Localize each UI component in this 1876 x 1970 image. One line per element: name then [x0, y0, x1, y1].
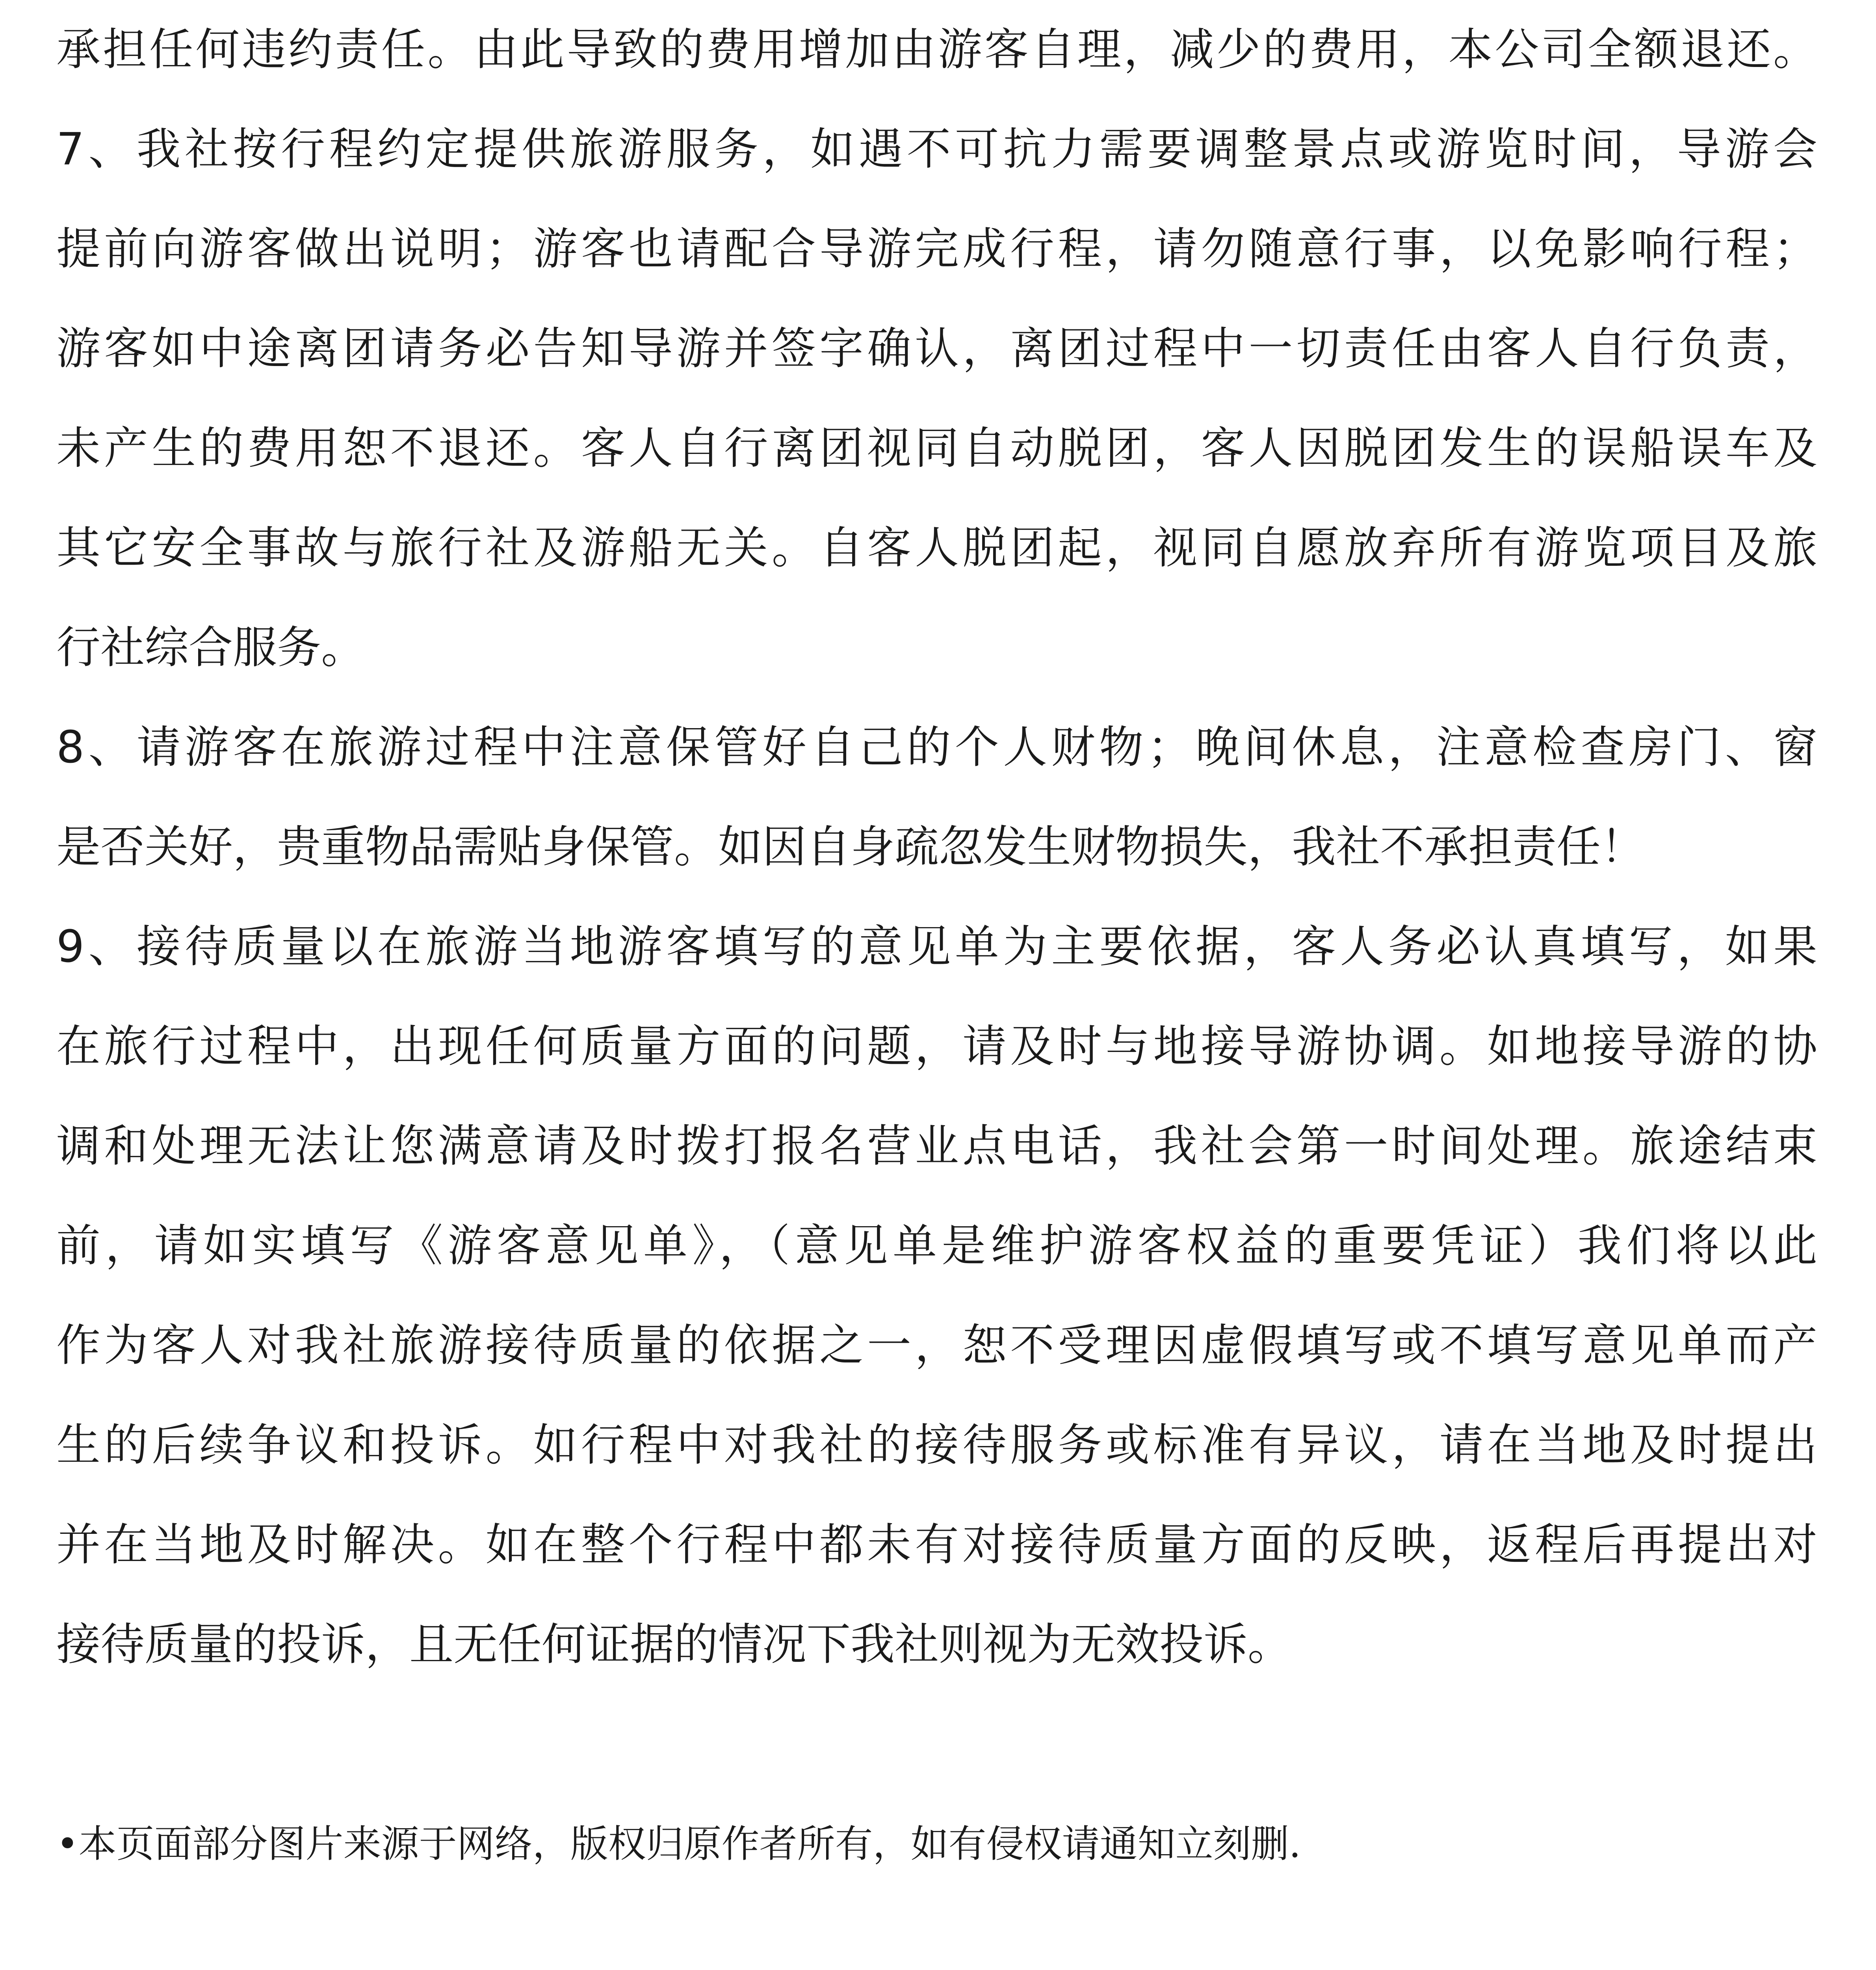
text-line: 8、请游客在旅游过程中注意保管好自己的个人财物；晚间休息，注意检查房门、窗 — [56, 722, 1817, 773]
text-line: 作为客人对我社旅游接待质量的依据之一，恕不受理因虚假填写或不填写意见单而产 — [56, 1320, 1817, 1371]
text-line: 接待质量的投诉，且无任何证据的情况下我社则视为无效投诉。 — [56, 1619, 1292, 1670]
text-line: 并在当地及时解决。如在整个行程中都未有对接待质量方面的反映，返程后再提出对 — [56, 1519, 1817, 1570]
text-line: 其它安全事故与旅行社及游船无关。自客人脱团起，视同自愿放弃所有游览项目及旅 — [56, 522, 1817, 574]
text-line: 调和处理无法让您满意请及时拨打报名营业点电话，我社会第一时间处理。旅途结束 — [56, 1121, 1817, 1172]
text-line: 游客如中途离团请务必告知导游并签字确认，离团过程中一切责任由客人自行负责， — [56, 323, 1817, 374]
text-line: 前，请如实填写《游客意见单》，（意见单是维护游客权益的重要凭证）我们将以此 — [56, 1220, 1817, 1271]
copyright-footnote: •本页面部分图片来源于网络，版权归原作者所有，如有侵权请通知立刻删. — [56, 1822, 1301, 1866]
text-line: 生的后续争议和投诉。如行程中对我社的接待服务或标准有异议，请在当地及时提出 — [56, 1420, 1817, 1471]
text-line: 9、接待质量以在旅游当地游客填写的意见单为主要依据，客人务必认真填写，如果 — [56, 921, 1817, 972]
text-line: 7、我社按行程约定提供旅游服务，如遇不可抗力需要调整景点或游览时间，导游会 — [56, 124, 1817, 175]
text-line: 在旅行过程中，出现任何质量方面的问题，请及时与地接导游协调。如地接导游的协 — [56, 1021, 1817, 1072]
text-line: 未产生的费用恕不退还。客人自行离团视同自动脱团，客人因脱团发生的误船误车及 — [56, 423, 1817, 474]
text-line: 提前向游客做出说明；游客也请配合导游完成行程，请勿随意行事，以免影响行程； — [56, 223, 1817, 275]
text-line: 是否关好，贵重物品需贴身保管。如因自身疏忽发生财物损失，我社不承担责任！ — [56, 821, 1645, 873]
text-line: 承担任何违约责任。由此导致的费用增加由游客自理，减少的费用，本公司全额退还。 — [56, 24, 1817, 75]
body-text — [56, 0, 1817, 1695]
text-line: 行社综合服务。 — [56, 622, 365, 673]
